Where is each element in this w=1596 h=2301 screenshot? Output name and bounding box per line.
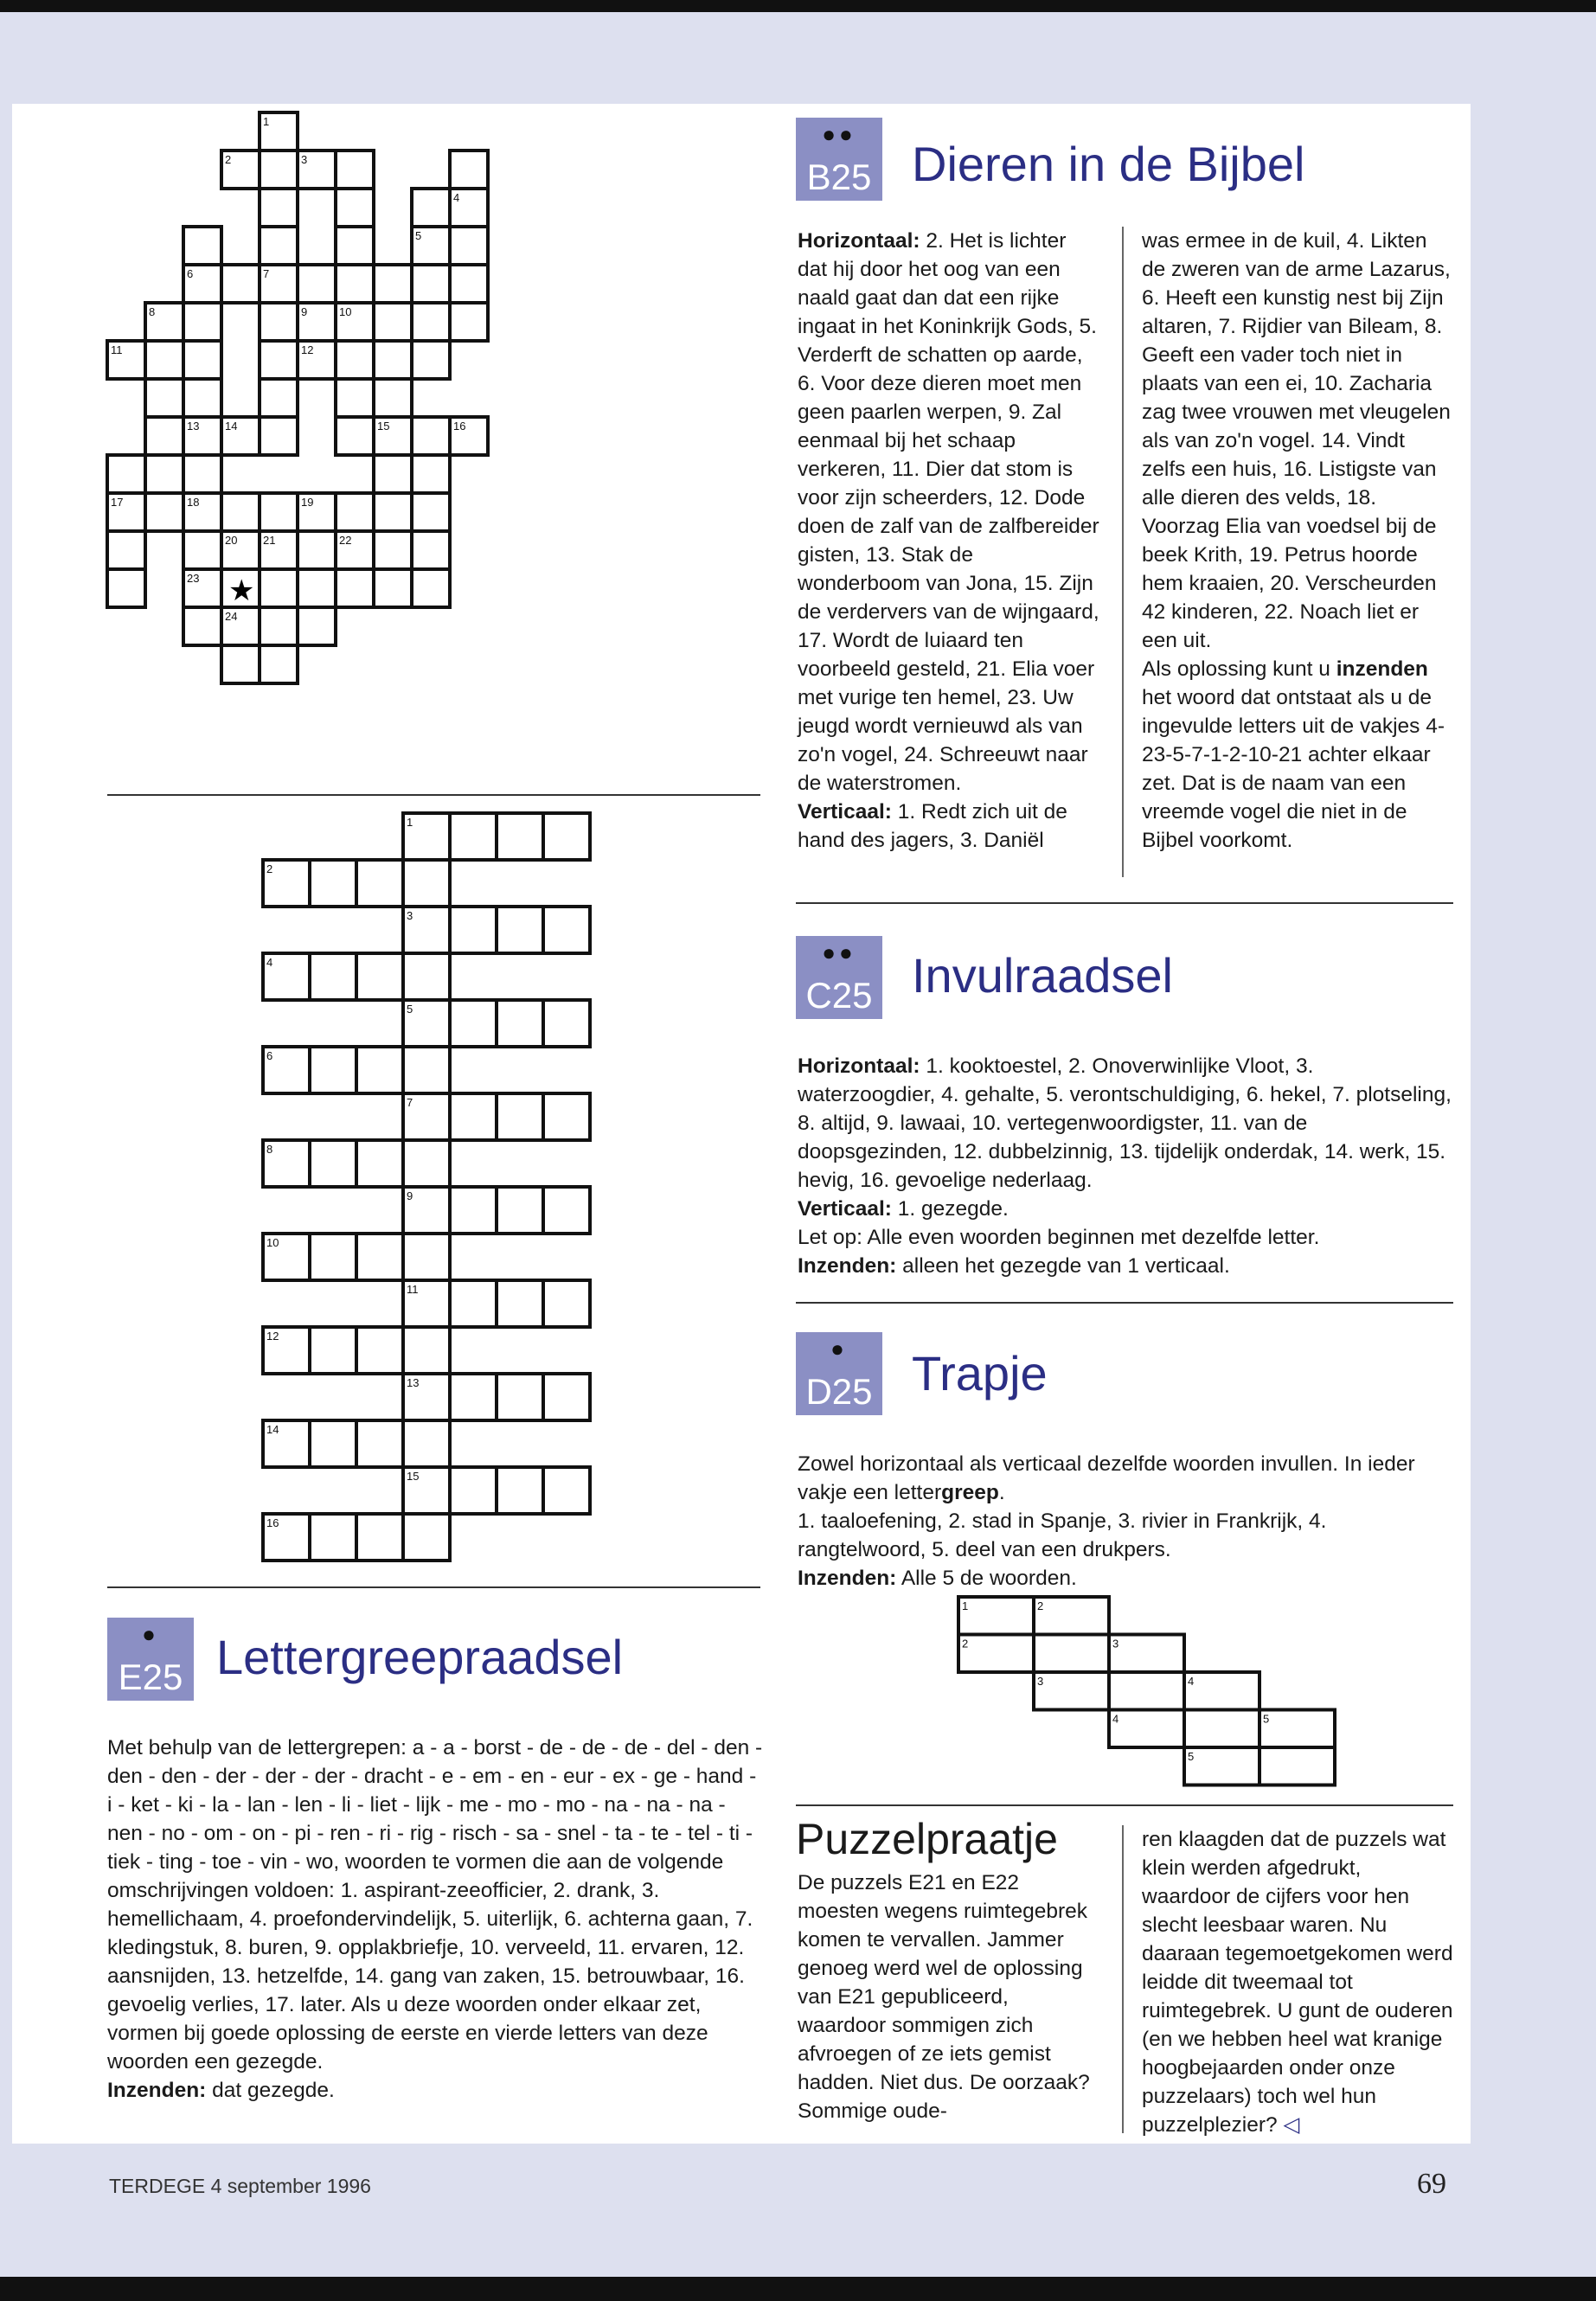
d25-cell[interactable] xyxy=(1109,1672,1184,1710)
difficulty-dots: ●● xyxy=(822,121,856,147)
cell-number: 20 xyxy=(225,534,238,547)
e25-text: Met behulp van de lettergrepen: a - a - borst - de - de - de - del - den - den - den - der - der - der - dracht - e - em - en - eur - ex - ge - hand - i - ket - ki - la - lan - len - li - liet - lijk - me - mo - mo - na - na - na - nen - no - om - on - pi - ren - ri - rig - risch - sa - snel - ta - te - tel - ti - tiek - ting - toe - vin - wo, woorden te vormen die aan de volgende omschrijvingen voldoen: 1. aspirant-zeeofficier, 2. drank, 3. hemellichaam, 4. proefondervindelijk, 5. uiterlijk, 6. achterna gaan, 7. kledingstuk, 8. buren, 9. opplakbriefje, 10. verveeld, 11. ervaren, 12. aansnijden, 13. hetzelfde, 14. gang van zaken, 15. betrouwbaar, 16. gevoelig verlies, 17. later. Als u deze woorden onder elkaar zet, vormen bij goede oplossing de eerste en vierde letters van deze woorden een gezegde. xyxy=(107,1736,763,2073)
verticaal-clues: 1. Redt zich uit de hand des jagers, 3. Daniël xyxy=(798,800,1067,852)
cell-number: 10 xyxy=(266,1236,279,1249)
cell-number: 3 xyxy=(1037,1675,1044,1688)
d25-cell[interactable] xyxy=(1109,1710,1184,1748)
horizontaal-clues: 2. Het is lichter dat hij door het oog van een naald gaat dan dat een rijke ingaat in het Koninkrijk Gods, 5. Verderft de schatten op aarde, 6. Voor deze dieren moet men geen paarlen werpen, 9. Zal eenmaal bij het schaap verkeren, 11. Dier dat stom is voor zijn scheerders, 12. Dode doen de zalf van de zalfbereider gisten, 13. Stak de wonderboom van Jona, 15. Zijn de verdervers van de wijngaard, 17. Wordt de luiaard ten voorbeeld gesteld, 21. Elia voer met vurige ten hemel, 23. Uw jeugd wordt vernieuwd als van zo'n vogel, 24. Schreeuwt naar de waterstromen. xyxy=(798,229,1099,795)
cell-number: 13 xyxy=(187,420,200,433)
c25-title: Invulraadsel xyxy=(912,948,1173,1003)
cell-number: 9 xyxy=(301,305,308,318)
cell-number: 6 xyxy=(187,267,194,280)
e25-clues xyxy=(107,1734,765,2105)
cell-number: 7 xyxy=(407,1096,413,1109)
b25-title: Dieren in de Bijbel xyxy=(912,137,1305,191)
verticaal-label: Verticaal: xyxy=(798,800,892,824)
puzzle-code: B25 xyxy=(806,157,872,197)
cell-number: 3 xyxy=(407,909,413,922)
intro-end: . xyxy=(998,1481,1005,1504)
praatje-text-2: ren klaagden dat de puzzels wat klein werden afgedrukt, waardoor de cijfers voor hen slecht leesbaar waren. Nu daaraan tegemoetgekomen werd leidde dit tweemaal tot ruimtegebrek. U gunt de ouderen (en we hebben heel wat kranige hoogbejaarden onder onze puzzelaars) toch wel hun puzzelplezier? xyxy=(1142,1828,1453,2137)
inzenden-text: dat gezegde. xyxy=(212,2079,335,2102)
note: Let op: Alle even woorden beginnen met dezelfde letter. xyxy=(798,1226,1320,1249)
cell-number: 8 xyxy=(149,305,156,318)
cell-number: 4 xyxy=(1188,1675,1195,1688)
d25-cell[interactable] xyxy=(1034,1597,1109,1635)
inzenden-text: Alle 5 de woorden. xyxy=(901,1567,1077,1590)
cell-number: 18 xyxy=(187,496,200,509)
column-divider xyxy=(1122,1825,1124,2133)
cell-number: 15 xyxy=(377,420,390,433)
intro-bold: greep xyxy=(941,1481,999,1504)
cell-number: 16 xyxy=(266,1516,279,1529)
cell-number: 3 xyxy=(301,153,308,166)
solution-instruction-bold: inzenden xyxy=(1336,657,1428,681)
cell-number: 9 xyxy=(407,1189,413,1202)
e25-badge xyxy=(107,1618,194,1701)
cell-number: 2 xyxy=(225,153,232,166)
d25-cell[interactable] xyxy=(1184,1710,1259,1748)
cell-number: 23 xyxy=(187,572,200,585)
cell-number: 22 xyxy=(339,534,352,547)
cell-number: 1 xyxy=(407,816,413,829)
cell-number: 6 xyxy=(266,1049,273,1062)
puzzle-code: C25 xyxy=(805,975,873,1016)
praatje-title: Puzzelpraatje xyxy=(796,1815,1058,1863)
cell-number: 21 xyxy=(263,534,276,547)
cell-number: 15 xyxy=(407,1470,420,1483)
d25-cell[interactable] xyxy=(1109,1635,1184,1673)
difficulty-dots: ● xyxy=(142,1621,159,1647)
page-number: 69 xyxy=(1417,2168,1446,2200)
cell-number: 11 xyxy=(407,1283,419,1296)
cell-number: 5 xyxy=(415,229,422,242)
cell-number: 12 xyxy=(301,343,314,356)
star-icon: ★ xyxy=(228,574,255,607)
cell-number: 2 xyxy=(962,1637,969,1650)
intro: Zowel horizontaal als verticaal dezelfde woorden invullen. In ieder vakje een letter xyxy=(798,1452,1415,1504)
difficulty-dots: ● xyxy=(830,1336,848,1362)
difficulty-dots: ●● xyxy=(822,939,856,965)
cell-number: 2 xyxy=(266,862,273,875)
cell-number: 1 xyxy=(263,115,270,128)
d25-cell[interactable] xyxy=(1034,1672,1109,1710)
solution-instruction-post: het woord dat ontstaat als u de ingevulde letters uit de vakjes 4-23-5-7-1-2-10-21 achter elkaar zet. Dat is de naam van een vreemde vogel die niet in de Bijbel voorkomt. xyxy=(1142,686,1445,852)
cell-number: 5 xyxy=(1263,1712,1270,1726)
d25-cell[interactable] xyxy=(1184,1672,1259,1710)
cell-number: 1 xyxy=(962,1599,969,1612)
verticaal-clues-continued: was ermee in de kuil, 4. Likten de zweren van de arme Lazarus, 6. Heeft een kunstig nest bij Zijn altaren, 7. Rijdier van Bileam, 8. Geeft een vader toch niet in plaats van een ei, 10. Zacharia zag twee vrouwen met vleugelen als van zo'n vogel. 14. Vindt zelfs een huis, 16. Listigste van alle dieren des velds, 18. Voorzag Elia van voedsel bij de beek Krith, 19. Petrus hoorde hem kraaien, 20. Verscheurden 42 kinderen, 22. Noach liet er een uit. xyxy=(1142,229,1451,652)
cell-number: 13 xyxy=(407,1376,420,1389)
horizontaal-clues: 1. kooktoestel, 2. Onoverwinlijke Vloot, 3. waterzoogdier, 4. gehalte, 5. verontschuldiging, 6. hekel, 7. plotseling, 8. altijd, 9. lawaai, 10. vertegenwoordigster, 11. van de doopsgezinden, 12. dubbelzinnig, 13. tijdelijk onderdak, 14. werk, 15. hevig, 16. gevoelige nederlaag. xyxy=(798,1054,1452,1192)
cell-number: 5 xyxy=(407,1003,413,1016)
inzenden-label: Inzenden: xyxy=(798,1567,897,1590)
praatje-text-1: De puzzels E21 en E22 moesten wegens ruimtegebrek komen te vervallen. Jammer genoeg werd wel de oplossing van E21 gepubliceerd, waardoor sommigen zich afvroegen of ze iets gemist hadden. Niet dus. De oorzaak? Sommige oude- xyxy=(798,1871,1090,2123)
section-divider xyxy=(107,1586,760,1588)
puzzle-code: D25 xyxy=(805,1371,873,1412)
cell-number: 19 xyxy=(301,496,314,509)
verticaal-label: Verticaal: xyxy=(798,1197,892,1221)
cell-number: 14 xyxy=(225,420,238,433)
d25-cell[interactable] xyxy=(958,1635,1034,1673)
cell-number: 8 xyxy=(266,1143,273,1156)
inzenden-label: Inzenden: xyxy=(107,2079,207,2102)
cell-number: 11 xyxy=(111,343,123,356)
cell-number: 3 xyxy=(1112,1637,1119,1650)
cell-number: 16 xyxy=(453,420,466,433)
cell-number: 4 xyxy=(1112,1712,1119,1726)
inzenden-text: alleen het gezegde van 1 verticaal. xyxy=(902,1254,1230,1278)
cell-number: 17 xyxy=(111,496,124,509)
horizontaal-label: Horizontaal: xyxy=(798,229,920,253)
cell-number: 4 xyxy=(266,956,273,969)
praatje-col1 xyxy=(798,1868,1100,2125)
verticaal-clues: 1. gezegde. xyxy=(897,1197,1009,1221)
d25-title: Trapje xyxy=(912,1346,1048,1400)
publication-footer: TERDEGE 4 september 1996 xyxy=(109,2175,371,2197)
cell-number: 5 xyxy=(1188,1750,1195,1763)
clues: 1. taaloefening, 2. stad in Spanje, 3. rivier in Frankrijk, 4. rangtelwoord, 5. deel van een drukpers. xyxy=(798,1509,1327,1561)
cell-number: 24 xyxy=(225,610,238,623)
inzenden-label: Inzenden: xyxy=(798,1254,897,1278)
cell-number: 4 xyxy=(453,191,460,204)
cell-number: 2 xyxy=(1037,1599,1044,1612)
section-divider xyxy=(107,794,760,796)
cell-number: 14 xyxy=(266,1423,279,1436)
cell-number: 10 xyxy=(339,305,352,318)
d25-cell[interactable] xyxy=(1184,1747,1259,1785)
d25-cell[interactable] xyxy=(1259,1710,1335,1748)
section-divider xyxy=(796,1804,1453,1806)
cell-number: 12 xyxy=(266,1330,279,1343)
cell-number: 7 xyxy=(263,267,270,280)
d25-cell[interactable] xyxy=(1034,1635,1109,1673)
solution-instruction-pre: Als oplossing kunt u xyxy=(1142,657,1336,681)
horizontaal-label: Horizontaal: xyxy=(798,1054,920,1078)
d25-cell[interactable] xyxy=(1259,1747,1335,1785)
e25-title: Lettergreepraadsel xyxy=(216,1630,624,1684)
puzzle-code: E25 xyxy=(118,1657,183,1697)
end-mark-icon: ◁ xyxy=(1283,2113,1300,2137)
praatje-col2 xyxy=(1142,1825,1453,2139)
d25-cell[interactable] xyxy=(958,1597,1034,1635)
